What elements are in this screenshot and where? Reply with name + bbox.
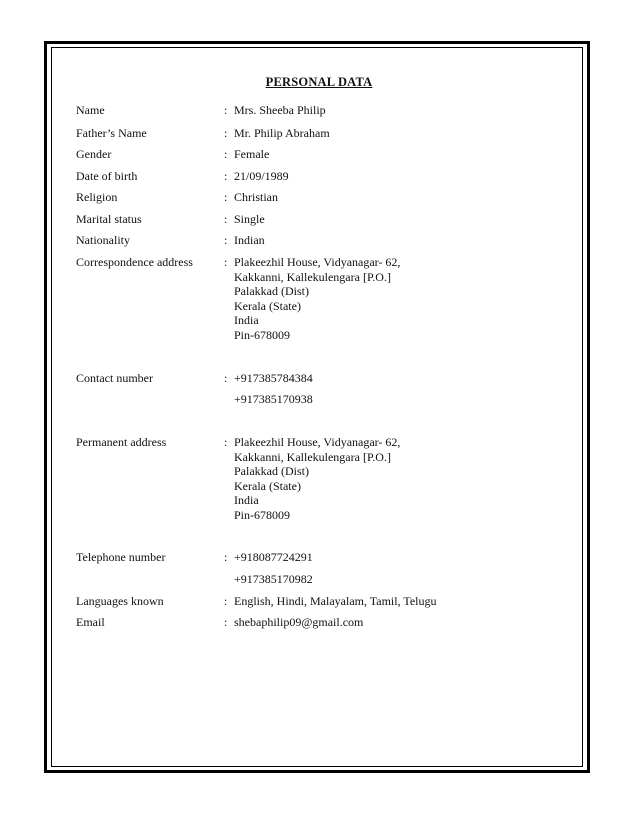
nationality-value: Indian xyxy=(234,233,265,247)
page-title: PERSONAL DATA xyxy=(265,75,373,89)
separator: : xyxy=(224,255,228,269)
languages-value: English, Hindi, Malayalam, Tamil, Telugu xyxy=(234,594,437,608)
correspondence-label: Correspondence address xyxy=(76,255,193,269)
separator: : xyxy=(224,103,228,117)
separator: : xyxy=(224,169,228,183)
email-label: Email xyxy=(76,615,105,629)
address-line: India xyxy=(234,493,259,508)
separator: : xyxy=(224,233,228,247)
separator: : xyxy=(224,615,228,629)
page-border-inner xyxy=(51,47,583,767)
address-line: Plakeezhil House, Vidyanagar- 62, xyxy=(234,435,401,449)
father-label: Father’s Name xyxy=(76,126,147,140)
marital-value: Single xyxy=(234,212,265,226)
correspondence-address xyxy=(234,255,400,343)
address-line: Kakkanni, Kallekulengara [P.O.] xyxy=(234,269,391,284)
father-value: Mr. Philip Abraham xyxy=(234,126,330,140)
languages-label: Languages known xyxy=(76,594,164,608)
contact-number-2: +917385170938 xyxy=(234,392,313,406)
name-value: Mrs. Sheeba Philip xyxy=(234,103,326,117)
gender-value: Female xyxy=(234,147,270,161)
telephone-number-2: +917385170982 xyxy=(234,572,313,586)
nationality-label: Nationality xyxy=(76,233,130,247)
dob-label: Date of birth xyxy=(76,169,138,183)
religion-label: Religion xyxy=(76,190,118,204)
permanent-address xyxy=(234,435,400,523)
address-line: Palakkad (Dist) xyxy=(234,284,309,299)
dob-value: 21/09/1989 xyxy=(234,169,289,183)
address-line: Pin-678009 xyxy=(234,327,291,342)
address-line: Palakkad (Dist) xyxy=(234,464,309,479)
religion-value: Christian xyxy=(234,190,278,204)
email-value[interactable]: shebaphilip09@gmail.com xyxy=(234,615,364,629)
marital-label: Marital status xyxy=(76,212,142,226)
separator: : xyxy=(224,190,228,204)
contact-label: Contact number xyxy=(76,371,153,385)
address-line: Kerala (State) xyxy=(234,298,301,313)
telephone-label: Telephone number xyxy=(76,550,166,564)
separator: : xyxy=(224,147,228,161)
name-label: Name xyxy=(76,103,105,117)
address-line: Kakkanni, Kallekulengara [P.O.] xyxy=(234,449,391,464)
address-line: Plakeezhil House, Vidyanagar- 62, xyxy=(234,255,401,269)
separator: : xyxy=(224,126,228,140)
separator: : xyxy=(224,371,228,385)
address-line: Kerala (State) xyxy=(234,478,301,493)
address-line: Pin-678009 xyxy=(234,507,291,522)
gender-label: Gender xyxy=(76,147,112,161)
telephone-number-1: +918087724291 xyxy=(234,550,313,564)
separator: : xyxy=(224,594,228,608)
permanent-label: Permanent address xyxy=(76,435,167,449)
contact-number-1: +917385784384 xyxy=(234,371,313,385)
separator: : xyxy=(224,435,228,449)
separator: : xyxy=(224,212,228,226)
address-line: India xyxy=(234,313,259,328)
separator: : xyxy=(224,550,228,564)
